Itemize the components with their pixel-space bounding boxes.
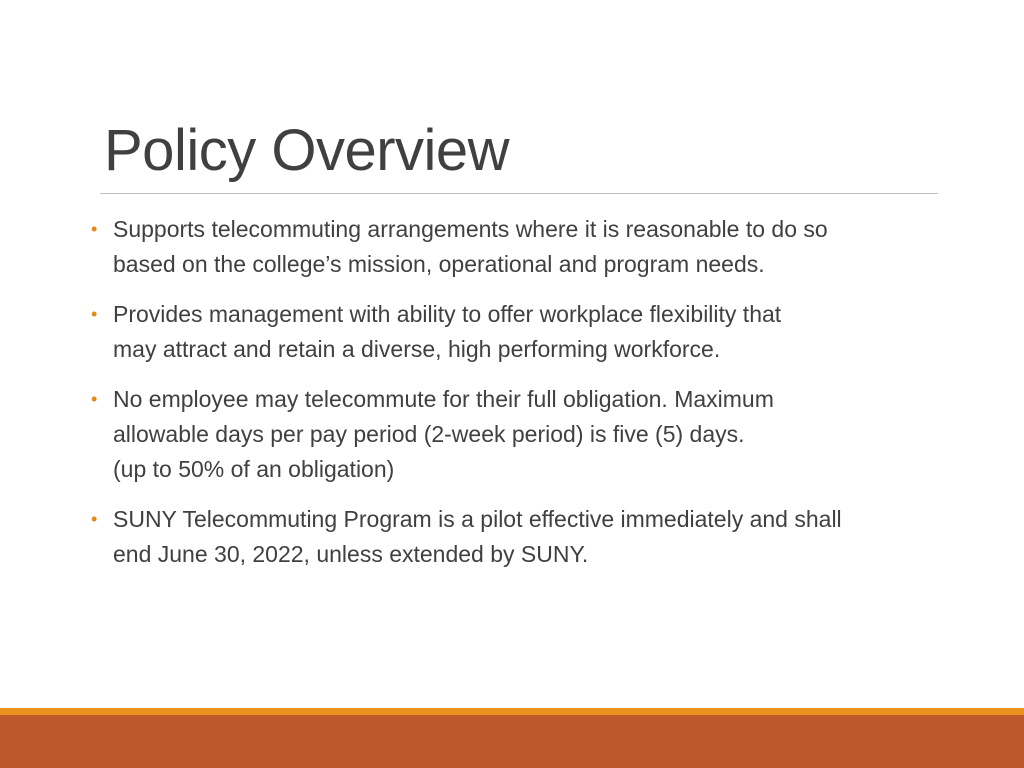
bullet-text-line: Provides management with ability to offer workplace flexibility that <box>113 301 782 327</box>
bullet-text-line: SUNY Telecommuting Program is a pilot effective immediately and shall <box>113 506 842 532</box>
footer-accent-band <box>0 708 1024 715</box>
bullet-text-line: (up to 50% of an obligation) <box>113 456 395 482</box>
footer-band <box>0 715 1024 768</box>
title-divider <box>100 193 938 194</box>
slide-title: Policy Overview <box>104 118 510 183</box>
bullet-text-line: allowable days per pay period (2-week period) is five (5) days. <box>113 421 745 447</box>
bullet-icon: • <box>91 389 98 409</box>
bullet-text-line: based on the college’s mission, operational and program needs. <box>113 251 765 277</box>
bullet-text-line: end June 30, 2022, unless extended by SUNY. <box>113 541 589 567</box>
bullet-icon: • <box>91 509 98 529</box>
bullet-icon: • <box>91 304 98 324</box>
bullet-item <box>90 502 950 572</box>
bullet-item <box>90 297 950 367</box>
bullet-icon: • <box>91 219 98 239</box>
bullet-item <box>90 382 950 487</box>
bullet-text-line: may attract and retain a diverse, high performing workforce. <box>113 336 721 362</box>
bullet-text-line: Supports telecommuting arrangements where it is reasonable to do so <box>113 216 828 242</box>
bullet-item <box>90 212 950 282</box>
bullet-list <box>90 212 950 587</box>
bullet-text-line: No employee may telecommute for their full obligation. Maximum <box>113 386 774 412</box>
